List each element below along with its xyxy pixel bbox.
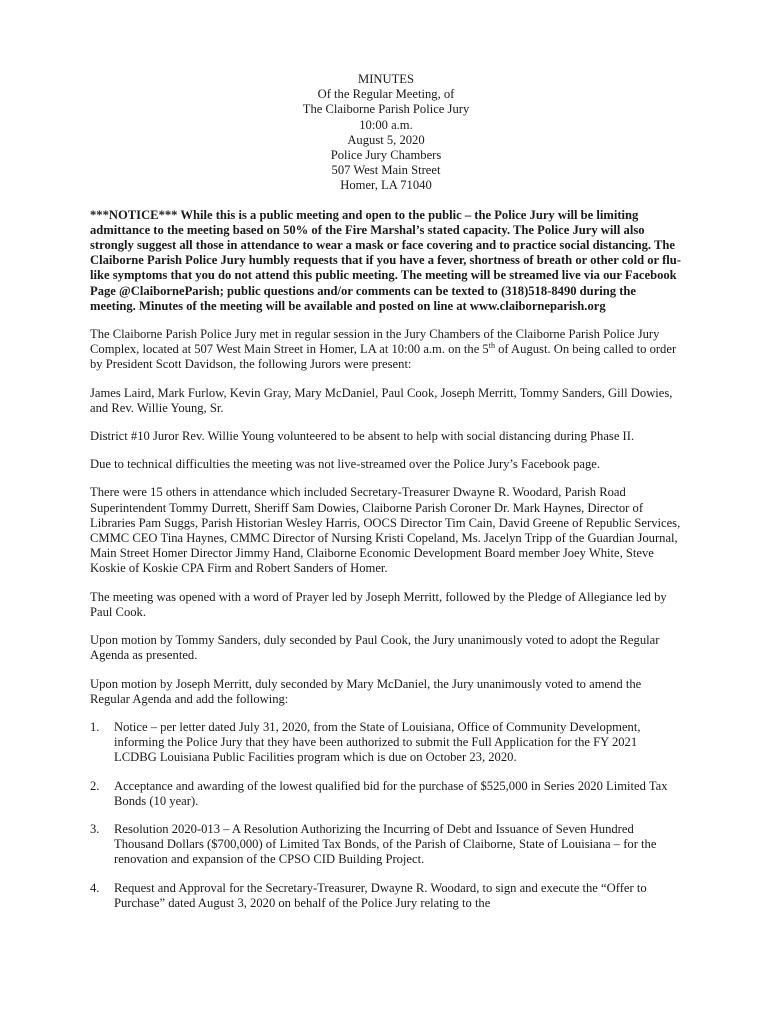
list-item-number: 4. [90,880,100,895]
attendance-paragraph: There were 15 others in attendance which included Secretary-Treasurer Dwayne R. Woodard, Parish Road Superintendent Tommy Durrett, Sheriff Sam Dowies, Claiborne Parish Coroner Dr. Mark Haynes, Director of Libraries Pam Suggs, Parish Historian Wesley Harris, OOCS Director Tim Cain, David Greene of Republic Services, CMMC CEO Tina Haynes, CMMC Director of Nursing Kristi Copeland, Ms. Jacelyn Tripp of the Guardian Journal, Main Street Homer Director Jimmy Hand, Claiborne Economic Development Board member Joey White, Steve Koskie of Koskie CPA Firm and Robert Sanders of Homer. [90,485,681,576]
intro-text-start: The Claiborne Parish Police Jury met in regular session in the Jury Chambers of the Claiborne Parish Police Jury Complex, located at 507 West Main Street in Homer, LA at 10:00 a.m. on the 5 [90,327,660,357]
header-body-name: The Claiborne Parish Police Jury [302,102,470,117]
list-item [90,822,682,868]
technical-difficulties-paragraph: Due to technical difficulties the meeting was not live-streamed over the Police Jury’s Facebook page. [90,457,601,472]
agenda-motion-paragraph: Upon motion by Tommy Sanders, duly seconded by Paul Cook, the Jury unanimously voted to adopt the Regular Agenda as presented. [90,633,660,663]
absent-juror-paragraph: District #10 Juror Rev. Willie Young volunteered to be absent to help with social distancing during Phase II. [90,429,635,444]
prayer-paragraph: The meeting was opened with a word of Prayer led by Joseph Merritt, followed by the Pledge of Allegiance led by Paul Cook. [90,589,667,619]
header-meeting-type: Of the Regular Meeting, of [317,87,455,102]
intro-ordinal-suffix: th [488,341,495,351]
jurors-present-paragraph: James Laird, Mark Furlow, Kevin Gray, Mary McDaniel, Paul Cook, Joseph Merritt, Tommy Sanders, Gill Dowies, and Rev. Willie Young, Sr. [90,385,673,415]
document-page [90,72,682,924]
list-item-number: 2. [90,778,100,793]
list-item-text: Request and Approval for the Secretary-Treasurer, Dwayne R. Woodard, to sign and execute the “Offer to Purchase” dated August 3, 2020 on behalf of the Police Jury relating to the [114,880,647,910]
list-item-text: Resolution 2020-013 – A Resolution Authorizing the Incurring of Debt and Issuance of Seven Hundred Thousand Dollars ($700,000) of Limited Tax Bonds, of the Parish of Claiborne, State of Louisiana – for the renovation and expansion of the CPSO CID Building Project. [114,821,657,867]
intro-paragraph [90,327,682,373]
list-item-text: Notice – per letter dated July 31, 2020, from the State of Louisiana, Office of Community Development, informing the Police Jury that they have been authorized to submit the Full Application for the FY 2021 LCDBG Louisiana Public Facilities program which is due on October 23, 2020. [114,719,641,765]
header-street: 507 West Main Street [331,163,441,178]
header-title: MINUTES [358,72,414,86]
list-item-number: 1. [90,719,100,734]
list-item [90,779,682,809]
list-item-number: 3. [90,821,100,836]
public-notice: ***NOTICE*** While this is a public meeting and open to the public – the Police Jury will be limiting admittance to the meeting based on 50% of the Fire Marshal’s stated capacity. The Police Jury will also strongly suggest all those in attendance to wear a mask or face covering and to practice social distancing. The Claiborne Parish Police Jury humbly requests that if you have a fever, shortness of breath or other cold or flu-like symptoms that you do not attend this public meeting. The meeting will be streamed live via our Facebook Page @ClaiborneParish; public questions and/or comments can be texted to (318)518-8490 during the meeting. Minutes of the meeting will be available and posted on line at www.claiborneparish.org [90,207,681,313]
intro-text-end: of August. On being called to order by President Scott Davidson, the following Jurors were present: [90,342,677,372]
minutes-header [90,72,682,194]
header-location: Police Jury Chambers [330,148,442,163]
header-time: 10:00 a.m. [359,117,413,132]
header-date: August 5, 2020 [347,132,425,147]
list-item-text: Acceptance and awarding of the lowest qualified bid for the purchase of $525,000 in Series 2020 Limited Tax Bonds (10 year). [114,778,668,808]
header-city: Homer, LA 71040 [340,178,432,193]
amend-agenda-motion-paragraph: Upon motion by Joseph Merritt, duly seconded by Mary McDaniel, the Jury unanimously voted to amend the Regular Agenda and add the following: [90,676,642,706]
list-item [90,720,682,766]
agenda-additions-list [90,720,682,911]
list-item [90,881,682,911]
